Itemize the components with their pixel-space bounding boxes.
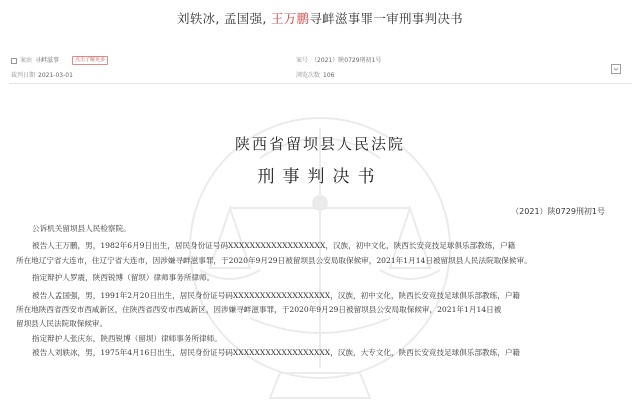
- case-no-value: （2021）陕0729刑初1号: [311, 57, 382, 64]
- page-title-suffix: 寻衅滋事罪一审刑事判决书: [309, 11, 463, 26]
- meta-case-no: [296, 57, 381, 65]
- meta-cause: [11, 57, 59, 65]
- document-case-number: （2021）陕0729刑初1号: [511, 207, 605, 216]
- paragraph-defendant-wang-line2: 所在地辽宁省大连市，住辽宁省大连市，因涉嫌寻衅滋事罪，于2020年9月29日被留坝县公安局取保候审，2021年1月14日被留坝县人民法院取保候审。: [16, 255, 532, 265]
- meta-views: [296, 72, 334, 80]
- cause-value[interactable]: 寻衅滋事: [35, 57, 60, 64]
- page-title-prefix: 刘轶冰, 孟国强,: [177, 11, 271, 26]
- date-value: 2021-03-01: [38, 72, 73, 79]
- document-title: 刑事判决书: [257, 167, 383, 187]
- cause-icon: [11, 58, 17, 64]
- court-name: 陕西省留坝县人民法院: [234, 135, 405, 153]
- document-body: [16, 222, 622, 361]
- paragraph-prosecutor: 公诉机关留坝县人民检察院。: [32, 224, 131, 233]
- expand-icon[interactable]: [611, 64, 621, 74]
- case-no-label: 案号: [296, 57, 309, 64]
- paragraph-defendant-liu-line1: 被告人刘轶冰，男，1975年4月16日出生，居民身份证号码XXXXXXXXXXXXXXXXXX，汉族，大专文化，陕西长安竞技足球俱乐部教练，户籍: [32, 348, 521, 358]
- views-label: 浏览次数: [296, 72, 321, 79]
- cause-label: 案由: [20, 57, 33, 64]
- page-title-highlight[interactable]: 王万鹏: [270, 11, 310, 26]
- header-divider: [9, 83, 632, 84]
- paragraph-defendant-meng-line2: 所在地陕西省西安市西咸新区，住陕西省西安市西咸新区，因涉嫌寻衅滋事罪，于2020年9月29日被留坝县公安局取保候审，2021年1月14日被: [16, 305, 502, 315]
- paragraph-defender-zhang: 指定辩护人张庆东，陕西锐博（留坝）律师事务所律师。: [32, 333, 222, 343]
- paragraph-defendant-meng-line3: 留坝县人民法院取保候审。: [16, 319, 108, 329]
- date-label: 裁判日期: [11, 72, 36, 79]
- paragraph-defendant-wang-line1: 被告人王万鹏，男，1982年6月9日出生，居民身份证号码XXXXXXXXXXXXXXXXXX，汉族，初中文化，陕西长安竞技足球俱乐部教练，户籍: [32, 241, 516, 251]
- paragraph-defender-luo: 指定辩护人罗震，陕西锐博（留坝）律师事务所律师。: [32, 273, 215, 283]
- learn-more-badge[interactable]: 点击了解更多: [72, 56, 108, 65]
- page-title: [0, 9, 640, 27]
- meta-date: [11, 72, 73, 80]
- paragraph-defendant-meng-line1: 被告人孟国强，男，1991年2月20日出生，居民身份证号码XXXXXXXXXXXXXXXXXX，汉族，初中文化，陕西长安竞技足球俱乐部教练，户籍: [32, 290, 521, 300]
- views-value: 106: [323, 72, 335, 79]
